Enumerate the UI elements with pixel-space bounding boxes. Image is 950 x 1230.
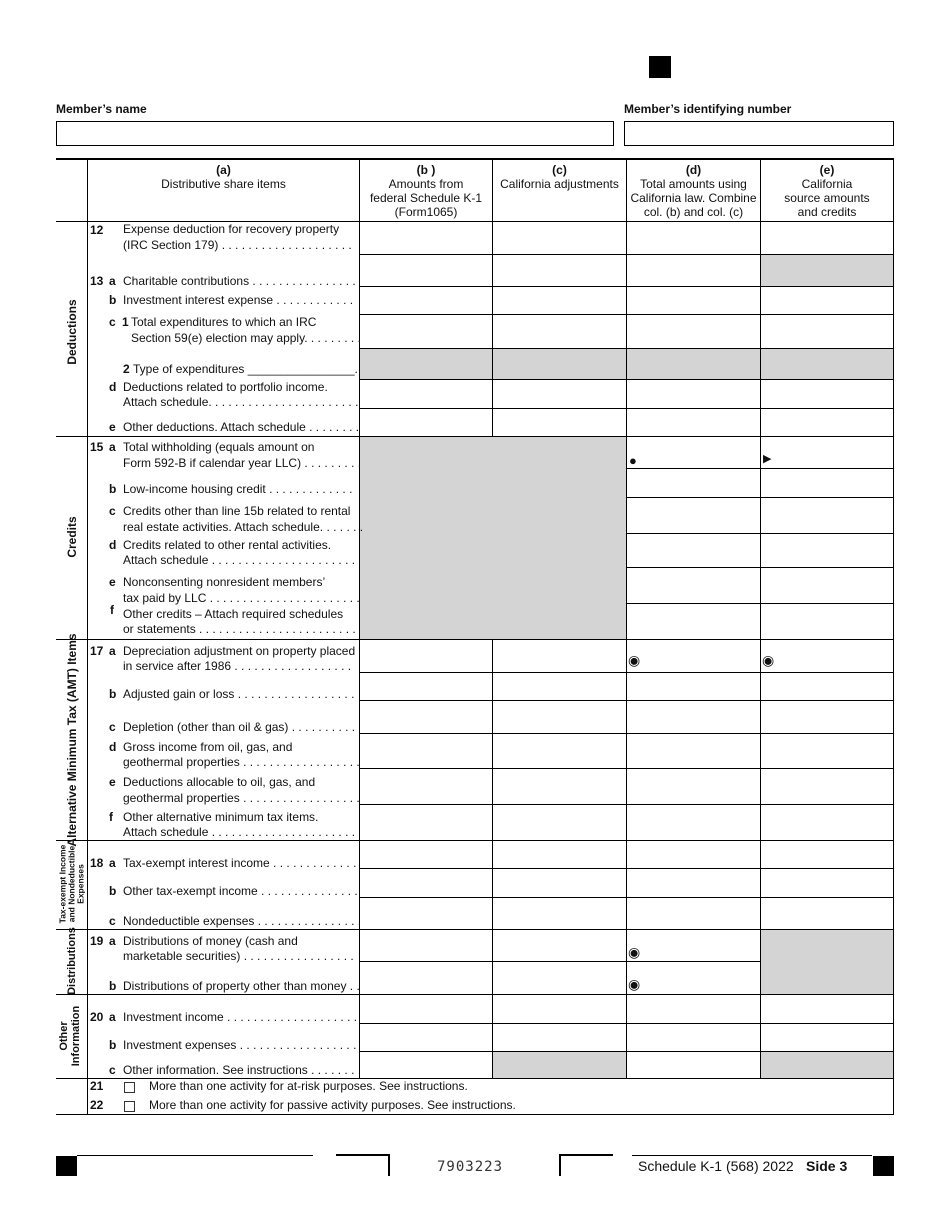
line-22-number: 22 — [90, 1098, 104, 1112]
l20a-col-b[interactable] — [359, 994, 492, 1023]
l13a-col-c[interactable] — [492, 254, 626, 286]
l17b-col-b[interactable] — [359, 672, 492, 700]
line-17f-text-2: Attach schedule . . . . . . . . . . . . . . . . . . . . . . — [123, 825, 356, 839]
line-15f-text-2: or statements . . . . . . . . . . . . . . . . . . . . . . . . — [123, 622, 356, 636]
l15f-col-e[interactable] — [760, 603, 894, 639]
l15e-col-d[interactable] — [626, 567, 760, 603]
line-19a-text-2: marketable securities) . . . . . . . . . . . . . . . . . — [123, 949, 354, 963]
line-18a-text: Tax-exempt interest income . . . . . . . . . . . . . — [123, 856, 357, 870]
line-15c-letter: c — [109, 504, 116, 518]
l13d-col-b[interactable] — [359, 379, 492, 408]
l13e-col-e[interactable] — [760, 408, 894, 436]
l17d-col-c[interactable] — [492, 733, 626, 768]
line-18b-text: Other tax-exempt income . . . . . . . . . . . . . . . — [123, 884, 358, 898]
line-18c-text: Nondeductible expenses . . . . . . . . . . . . . . . . — [123, 914, 362, 928]
l13b-col-b[interactable] — [359, 286, 492, 314]
footer-rule-right — [632, 1155, 872, 1156]
member-id-input[interactable] — [624, 121, 894, 146]
l13c2-col-b — [359, 348, 492, 379]
l17a-col-b[interactable] — [359, 639, 492, 672]
l18c-col-c[interactable] — [492, 897, 626, 929]
corner-mark-right — [559, 1154, 613, 1176]
l15a-col-d[interactable] — [626, 436, 760, 468]
l18a-col-e[interactable] — [760, 840, 894, 868]
l19a-col-b[interactable] — [359, 929, 492, 961]
line-19a-text-1: Distributions of money (cash and — [123, 934, 298, 948]
col-c-header — [493, 163, 626, 191]
l17c-col-c[interactable] — [492, 700, 626, 733]
line-15f-text-1: Other credits – Attach required schedules — [123, 607, 344, 621]
line-19b-text: Distributions of property other than money . . — [123, 979, 360, 993]
l17e-col-c[interactable] — [492, 768, 626, 804]
col-b-header — [360, 163, 492, 219]
line-20b-letter: b — [109, 1038, 117, 1052]
col-e-letter: (e) — [819, 163, 835, 177]
line-13b-text: Investment interest expense . . . . . . . . . . . . — [123, 293, 354, 307]
page-side: Side 3 — [806, 1158, 848, 1174]
section-taxexempt — [59, 845, 86, 924]
line-15a-text-1: Total withholding (equals amount on — [123, 440, 315, 454]
l20a-col-d[interactable] — [626, 994, 760, 1023]
line-13c2-text: Type of expenditures ________________. — [133, 362, 358, 376]
l17c-col-d[interactable] — [626, 700, 760, 733]
section-label-border — [87, 158, 88, 1115]
l17e-col-e[interactable] — [760, 768, 894, 804]
l17d-col-e[interactable] — [760, 733, 894, 768]
col-b-letter: (b ) — [416, 163, 436, 177]
line-20c-letter: c — [109, 1063, 116, 1077]
col-a-header — [88, 163, 359, 191]
line-18c-letter: c — [109, 914, 116, 928]
col-b-text-1: Amounts from — [388, 177, 464, 191]
section-taxexempt-3: Expenses — [75, 864, 86, 904]
registration-mark-bottom-left — [56, 1156, 77, 1176]
l19b-col-b[interactable] — [359, 961, 492, 994]
l17d-col-d[interactable] — [626, 733, 760, 768]
l20a-col-c[interactable] — [492, 994, 626, 1023]
l20c-col-c — [492, 1051, 626, 1078]
col-a-letter: (a) — [216, 163, 231, 177]
l17a-col-d[interactable] — [626, 639, 760, 672]
l13b-col-c[interactable] — [492, 286, 626, 314]
line-19a-letter: a — [109, 934, 116, 948]
l13e-col-b[interactable] — [359, 408, 492, 436]
line-13b-letter: b — [109, 293, 117, 307]
line-21-checkbox[interactable] — [124, 1082, 135, 1093]
l15a-col-d-bullet-icon: ● — [629, 453, 637, 468]
l17b-col-c[interactable] — [492, 672, 626, 700]
line-17d-text-1: Gross income from oil, gas, and — [123, 740, 293, 754]
l20b-col-d[interactable] — [626, 1023, 760, 1051]
l20c-col-e — [760, 1051, 894, 1078]
l20c-col-d[interactable] — [626, 1051, 760, 1078]
line-13c2-number: 2 — [123, 362, 130, 376]
line-15a-letter: a — [109, 440, 116, 454]
l15a-col-e-arrow-icon: ▶ — [763, 453, 772, 465]
l18b-col-e[interactable] — [760, 868, 894, 897]
l15a-col-e[interactable] — [760, 436, 894, 468]
section-taxexempt-2: and Nondeductible — [66, 845, 77, 923]
line-17b-letter: b — [109, 687, 117, 701]
section-amt: Alternative Minimum Tax (AMT) Items — [65, 633, 79, 847]
l17a-col-e[interactable] — [760, 639, 894, 672]
line-17d-letter: d — [109, 740, 117, 754]
member-id-label: Member’s identifying number — [624, 102, 792, 116]
l19a-col-c[interactable] — [492, 929, 626, 961]
l13c1-col-b[interactable] — [359, 314, 492, 348]
col-c-letter: (c) — [552, 163, 567, 177]
l15b-col-d[interactable] — [626, 468, 760, 497]
line-20-number: 20 — [90, 1010, 104, 1024]
footer-rule-left — [77, 1155, 313, 1156]
l20b-col-b[interactable] — [359, 1023, 492, 1051]
line-18-number: 18 — [90, 856, 104, 870]
l20a-col-e[interactable] — [760, 994, 894, 1023]
line-12-text-2: (IRC Section 179) . . . . . . . . . . . . . . . . . . . . — [123, 238, 352, 252]
section-deductions: Deductions — [65, 299, 79, 365]
line-13e-letter: e — [109, 420, 116, 434]
line-17a-text-1: Depreciation adjustment on property placed — [123, 644, 356, 658]
line-21-number: 21 — [90, 1079, 104, 1093]
l17c-col-e[interactable] — [760, 700, 894, 733]
form-barcode-number: 7903223 — [437, 1159, 504, 1175]
l19b-col-c[interactable] — [492, 961, 626, 994]
line-17b-text: Adjusted gain or loss . . . . . . . . . . . . . . . . . . — [123, 687, 355, 701]
col-e-text-3: and credits — [797, 205, 857, 219]
line-13c1-number: 1 — [122, 315, 129, 329]
l15d-col-e[interactable] — [760, 533, 894, 567]
line-17d-text-2: geothermal properties . . . . . . . . . . . . . . . . . . — [123, 755, 360, 769]
l18b-col-b[interactable] — [359, 868, 492, 897]
col-c-text: California adjustments — [500, 177, 619, 191]
l12-col-c[interactable] — [492, 221, 626, 254]
line-17a-letter: a — [109, 644, 116, 658]
l12-col-d[interactable] — [626, 221, 760, 254]
l13a-col-b[interactable] — [359, 254, 492, 286]
l17f-col-d[interactable] — [626, 804, 760, 840]
l19-col-e-shaded — [760, 929, 894, 994]
line-13a-letter: a — [109, 274, 116, 288]
line-15c-text-1: Credits other than line 15b related to rental — [123, 504, 351, 518]
l13a-col-d[interactable] — [626, 254, 760, 286]
section-other-1: Other — [58, 1021, 70, 1051]
credits-cols-bc-shaded — [359, 436, 626, 639]
line-15e-letter: e — [109, 575, 116, 589]
line-15b-text: Low-income housing credit . . . . . . . . . . . . . — [123, 482, 353, 496]
line-15e-text-2: tax paid by LLC . . . . . . . . . . . . . . . . . . . . . . . — [123, 591, 360, 605]
l13e-col-c[interactable] — [492, 408, 626, 436]
line-17f-letter: f — [109, 810, 113, 824]
col-d-letter: (d) — [685, 163, 702, 177]
l17a-col-d-radio-icon: ◉ — [628, 652, 641, 668]
line-17e-text-1: Deductions allocable to oil, gas, and — [123, 775, 316, 789]
l13c2-col-d — [626, 348, 760, 379]
line-15-number: 15 — [90, 440, 104, 454]
line-18b-letter: b — [109, 884, 117, 898]
l17b-col-d[interactable] — [626, 672, 760, 700]
line-13-number: 13 — [90, 274, 104, 288]
l13c2-col-e — [760, 348, 894, 379]
l17d-col-b[interactable] — [359, 733, 492, 768]
l15c-col-d[interactable] — [626, 497, 760, 533]
l20b-col-e[interactable] — [760, 1023, 894, 1051]
l13a-col-e — [760, 254, 894, 286]
l19a-col-d-radio-icon: ◉ — [628, 944, 641, 960]
line-21-text: More than one activity for at-risk purposes. See instructions. — [149, 1079, 468, 1093]
l15d-col-d[interactable] — [626, 533, 760, 567]
line-17e-letter: e — [109, 775, 116, 789]
col-d-text-1: Total amounts using — [640, 177, 747, 191]
l18a-col-c[interactable] — [492, 840, 626, 868]
l19b-col-d[interactable] — [626, 961, 760, 994]
line-15d-text-2: Attach schedule . . . . . . . . . . . . . . . . . . . . . . — [123, 553, 356, 567]
l12-col-e[interactable] — [760, 221, 894, 254]
col-e-text-1: California — [801, 177, 853, 191]
registration-mark-top — [649, 56, 671, 78]
l13b-col-d[interactable] — [626, 286, 760, 314]
table-bottom-rule — [56, 1114, 894, 1115]
l13d-col-c[interactable] — [492, 379, 626, 408]
l13e-col-d[interactable] — [626, 408, 760, 436]
line-20c-text: Other information. See instructions . . . . . . . — [123, 1063, 355, 1077]
l17f-col-c[interactable] — [492, 804, 626, 840]
line-22-text: More than one activity for passive activity purposes. See instructions. — [149, 1098, 516, 1112]
col-d-text-3: col. (b) and col. (c) — [643, 205, 744, 219]
l17b-col-e[interactable] — [760, 672, 894, 700]
col-a-text: Distributive share items — [161, 177, 286, 191]
line-22-checkbox[interactable] — [124, 1101, 135, 1112]
line-13e-text: Other deductions. Attach schedule . . . . . . . . — [123, 420, 360, 434]
l18a-col-b[interactable] — [359, 840, 492, 868]
l13b-col-e[interactable] — [760, 286, 894, 314]
l13c1-col-e[interactable] — [760, 314, 894, 348]
col-e-text-2: source amounts — [784, 191, 870, 205]
l15f-col-d[interactable] — [626, 603, 760, 639]
l18a-col-d[interactable] — [626, 840, 760, 868]
l15e-col-e[interactable] — [760, 567, 894, 603]
line-20a-letter: a — [109, 1010, 116, 1024]
line-13a-text: Charitable contributions . . . . . . . . . . . . . . . . — [123, 274, 356, 288]
line-20b-text: Investment expenses . . . . . . . . . . . . . . . . . . — [123, 1038, 357, 1052]
l18b-col-d[interactable] — [626, 868, 760, 897]
line-15e-text-1: Nonconsenting nonresident members’ — [123, 575, 326, 589]
l17f-col-e[interactable] — [760, 804, 894, 840]
member-name-input[interactable] — [56, 121, 614, 146]
col-d-header — [627, 163, 760, 219]
line-18a-letter: a — [109, 856, 116, 870]
line-15c-text-2: real estate activities. Attach schedule. . . . . . . — [123, 520, 364, 534]
l18c-col-b[interactable] — [359, 897, 492, 929]
l18b-col-c[interactable] — [492, 868, 626, 897]
line-15a-text-2: Form 592-B if calendar year LLC) . . . . . . . . . — [123, 456, 362, 470]
col-b-text-2: federal Schedule K-1 — [369, 191, 483, 205]
line-15d-letter: d — [109, 538, 117, 552]
member-name-label: Member’s name — [56, 102, 147, 116]
col-e-header — [761, 163, 893, 219]
line-13d-letter: d — [109, 380, 117, 394]
section-distributions: Distributions — [66, 927, 78, 995]
line-20a-text: Investment income . . . . . . . . . . . . . . . . . . . . — [123, 1010, 358, 1024]
line-13d-text-1: Deductions related to portfolio income. — [123, 380, 328, 394]
table-right-border-top — [893, 158, 894, 1115]
registration-mark-bottom-right — [873, 1156, 894, 1176]
l19b-col-d-radio-icon: ◉ — [628, 976, 641, 992]
l17f-col-b[interactable] — [359, 804, 492, 840]
line-12-text-1: Expense deduction for recovery property — [123, 222, 340, 236]
l13c1-col-d[interactable] — [626, 314, 760, 348]
section-credits: Credits — [65, 516, 79, 558]
line-17-number: 17 — [90, 644, 104, 658]
line-15d-text-1: Credits related to other rental activities. — [123, 538, 332, 552]
l17a-col-c[interactable] — [492, 639, 626, 672]
l20b-col-c[interactable] — [492, 1023, 626, 1051]
line-17c-text: Depletion (other than oil & gas) . . . . . . . . . . — [123, 720, 356, 734]
l13c2-col-c — [492, 348, 626, 379]
l17c-col-b[interactable] — [359, 700, 492, 733]
l13d-col-d[interactable] — [626, 379, 760, 408]
form-name: Schedule K-1 (568) 2022 — [638, 1158, 794, 1174]
l17e-col-b[interactable] — [359, 768, 492, 804]
l17e-col-d[interactable] — [626, 768, 760, 804]
line-17f-text-1: Other alternative minimum tax items. — [123, 810, 319, 824]
line-13c1-text-1: Total expenditures to which an IRC — [131, 315, 317, 329]
l12-col-b[interactable] — [359, 221, 492, 254]
line-17e-text-2: geothermal properties . . . . . . . . . . . . . . . . . . — [123, 791, 360, 805]
line-13c1-text-2: Section 59(e) election may apply. . . . . . . . . — [131, 331, 361, 345]
line-19-number: 19 — [90, 934, 104, 948]
l15c-col-e[interactable] — [760, 497, 894, 533]
section-taxexempt-1: Tax-exempt Income — [57, 844, 68, 924]
section-other-2: Information — [70, 1005, 82, 1067]
line-15f-letter: f — [110, 603, 114, 617]
line-13c-letter: c — [109, 315, 116, 329]
l20c-col-b[interactable] — [359, 1051, 492, 1078]
line-13d-text-2: Attach schedule. . . . . . . . . . . . . . . . . . . . . . . — [123, 395, 359, 409]
l19a-col-d[interactable] — [626, 929, 760, 961]
l17a-col-e-radio-icon: ◉ — [762, 652, 775, 668]
line-19b-letter: b — [109, 979, 117, 993]
l13d-col-e[interactable] — [760, 379, 894, 408]
col-d-text-2: California law. Combine — [630, 191, 757, 205]
col-b-text-3: (Form1065) — [394, 205, 458, 219]
section-other — [58, 1006, 82, 1067]
line-15b-letter: b — [109, 482, 117, 496]
line-17c-letter: c — [109, 720, 116, 734]
line-12-number: 12 — [90, 223, 104, 237]
l18c-col-d[interactable] — [626, 897, 760, 929]
l15b-col-e[interactable] — [760, 468, 894, 497]
corner-mark-left — [336, 1154, 390, 1176]
l13c1-col-c[interactable] — [492, 314, 626, 348]
table-top-rule — [56, 158, 894, 160]
line-17a-text-2: in service after 1986 . . . . . . . . . . . . . . . . . . — [123, 659, 352, 673]
l18c-col-e[interactable] — [760, 897, 894, 929]
